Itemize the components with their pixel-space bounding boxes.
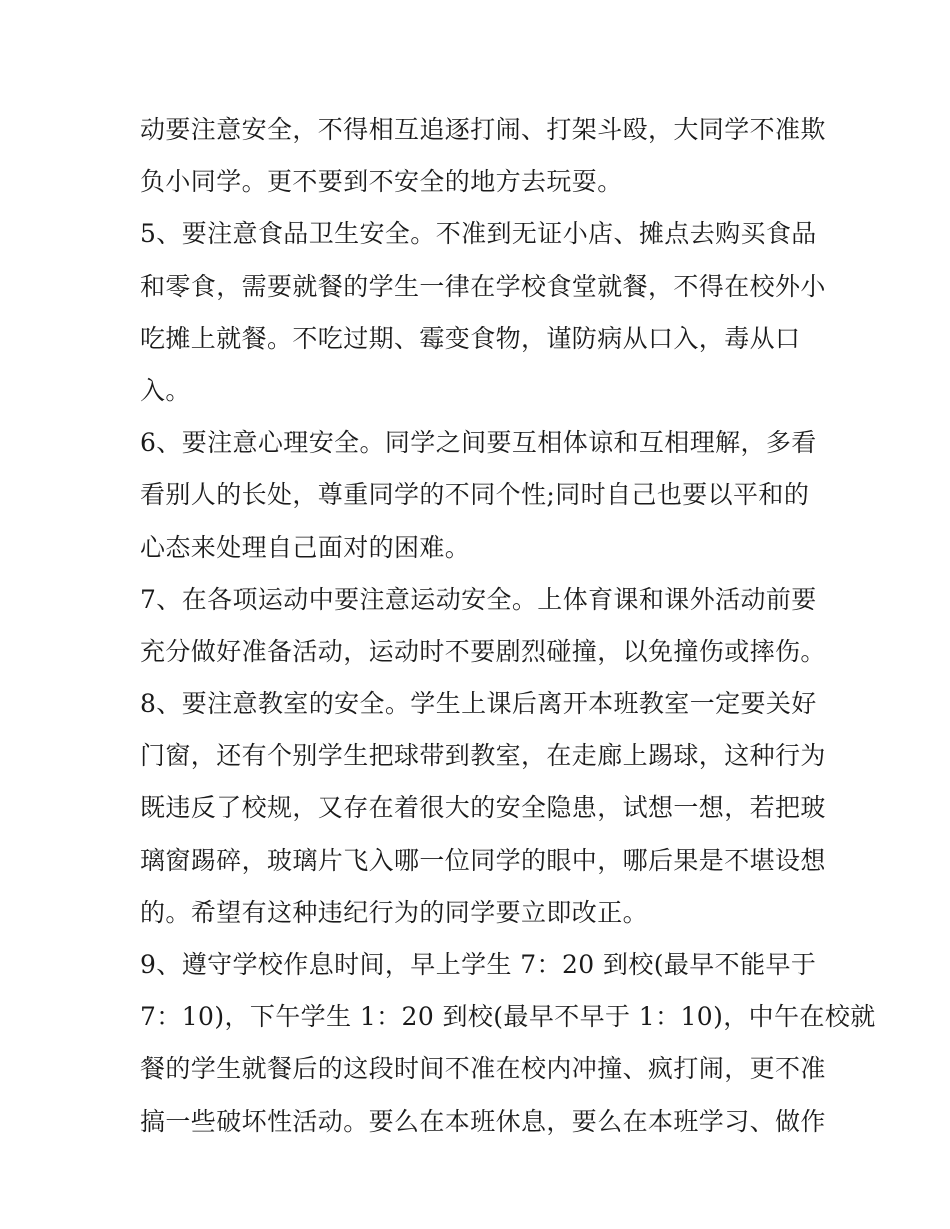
text-line: 的。希望有这种违纪行为的同学要立即改正。 bbox=[140, 897, 649, 927]
text-line: 充分做好准备活动，运动时不要剧烈碰撞，以免撞伤或摔伤。 bbox=[140, 636, 826, 666]
text-line: 6、要注意心理安全。同学之间要互相体谅和互相理解，多看 bbox=[140, 428, 817, 458]
text-line: 餐的学生就餐后的这段时间不准在校内冲撞、疯打闹，更不准 bbox=[140, 1054, 826, 1084]
text-line: 和零食，需要就餐的学生一律在学校食堂就餐，不得在校外小 bbox=[140, 271, 826, 301]
text-line: 7：10)，下午学生 1：20 到校(最早不早于 1：10)，中午在校就 bbox=[140, 1002, 876, 1032]
text-line: 搞一些破坏性活动。要么在本班休息，要么在本班学习、做作 bbox=[140, 1106, 826, 1136]
text-line: 既违反了校规，又存在着很大的安全隐患，试想一想，若把玻 bbox=[140, 793, 826, 823]
text-line: 入。 bbox=[140, 375, 191, 405]
text-line: 看别人的长处，尊重同学的不同个性;同时自己也要以平和的 bbox=[140, 480, 810, 510]
text-line: 7、在各项运动中要注意运动安全。上体育课和课外活动前要 bbox=[140, 584, 817, 614]
text-line: 9、遵守学校作息时间，早上学生 7：20 到校(最早不能早于 bbox=[140, 950, 817, 979]
document-body bbox=[140, 104, 876, 1148]
text-line: 动要注意安全，不得相互追逐打闹、打架斗殴，大同学不准欺 bbox=[140, 115, 826, 144]
text-line: 8、要注意教室的安全。学生上课后离开本班教室一定要关好 bbox=[140, 689, 817, 719]
text-line: 心态来处理自己面对的困难。 bbox=[140, 532, 471, 562]
text-line: 负小同学。更不要到不安全的地方去玩耍。 bbox=[140, 167, 623, 197]
text-line: 吃摊上就餐。不吃过期、霉变食物，谨防病从口入，毒从口 bbox=[140, 323, 801, 353]
text-line: 门窗，还有个别学生把球带到教室，在走廊上踢球，这种行为 bbox=[140, 741, 826, 771]
text-line: 5、要注意食品卫生安全。不准到无证小店、摊点去购买食品 bbox=[140, 219, 817, 249]
text-line: 璃窗踢碎，玻璃片飞入哪一位同学的眼中，哪后果是不堪设想 bbox=[140, 845, 826, 875]
